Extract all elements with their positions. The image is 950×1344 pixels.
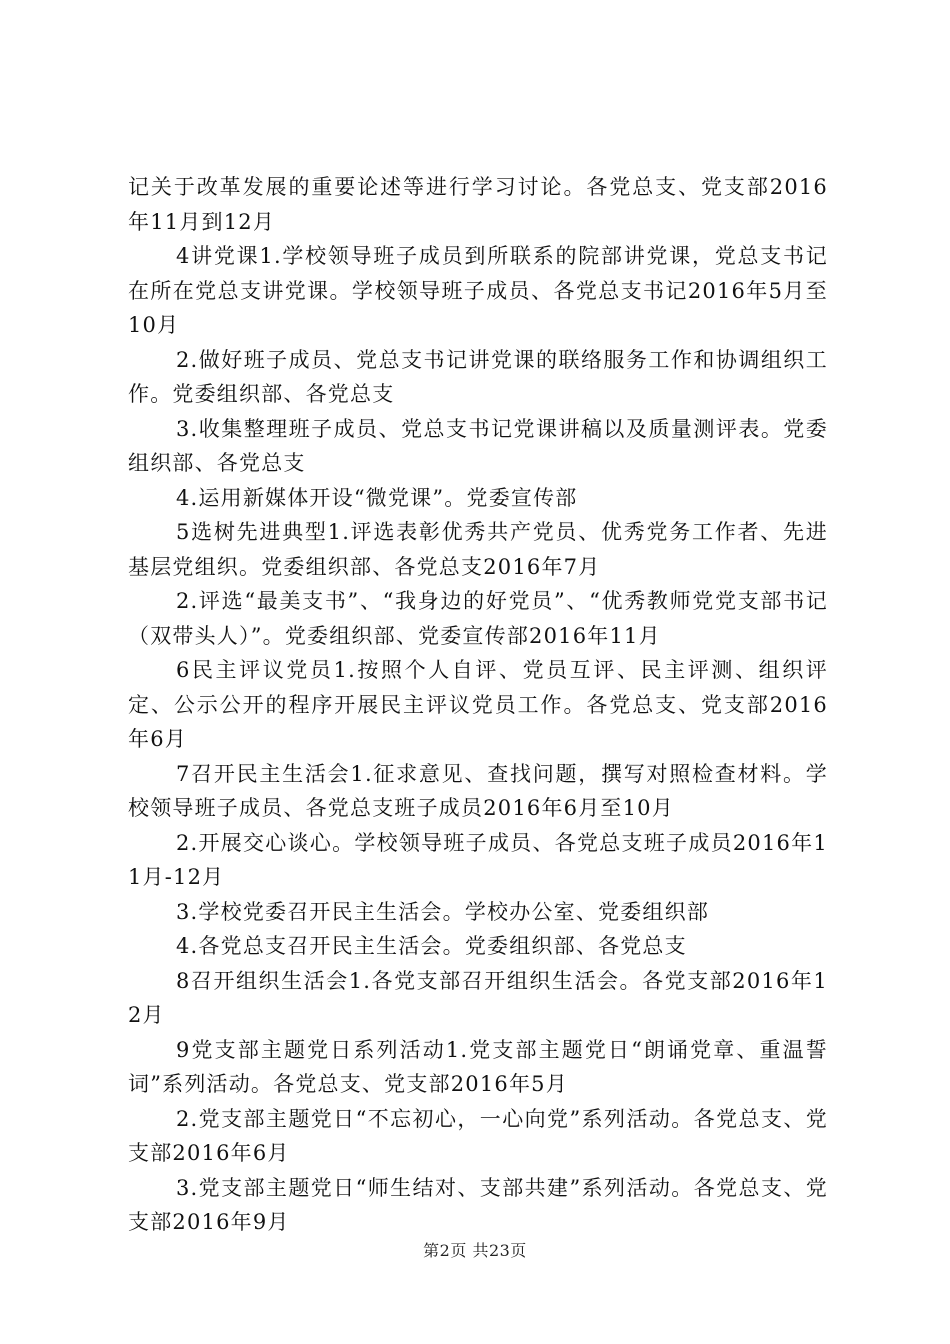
paragraph: 4.各党总支召开民主生活会。党委组织部、各党总支 (176, 934, 687, 958)
document-body (128, 170, 828, 1240)
paragraph: 9党支部主题党日系列活动1.党支部主题党日“朗诵党章、重温誓词”系列活动。各党总支、党支部2016年5月 (128, 1037, 828, 1096)
paragraph: 6民主评议党员1.按照个人自评、党员互评、民主评测、组织评定、公示公开的程序开展民主评议党员工作。各党总支、党支部2016年6月 (128, 658, 828, 751)
paragraph: 7召开民主生活会1.征求意见、查找问题，撰写对照检查材料。学校领导班子成员、各党总支班子成员2016年6月至10月 (128, 761, 828, 820)
paragraph: 3.党支部主题党日“师生结对、支部共建”系列活动。各党总支、党支部2016年9月 (128, 1175, 828, 1234)
paragraph: 2.党支部主题党日“不忘初心，一心向党”系列活动。各党总支、党支部2016年6月 (128, 1106, 828, 1165)
paragraph: 3.学校党委召开民主生活会。学校办公室、党委组织部 (176, 899, 710, 924)
page-number-footer: 第2页 共23页 (423, 1241, 527, 1260)
paragraph: 4讲党课1.学校领导班子成员到所联系的院部讲党课，党总支书记在所在党总支讲党课。学校领导班子成员、各党总支书记2016年5月至10月 (128, 244, 828, 337)
paragraph: 记关于改革发展的重要论述等进行学习讨论。各党总支、党支部2016年11月到12月 (128, 175, 828, 234)
paragraph: 5选树先进典型1.评选表彰优秀共产党员、优秀党务工作者、先进基层党组织。党委组织部、各党总支2016年7月 (128, 520, 828, 579)
paragraph: 3.收集整理班子成员、党总支书记党课讲稿以及质量测评表。党委组织部、各党总支 (128, 416, 828, 475)
paragraph: 4.运用新媒体开设“微党课”。党委宣传部 (176, 485, 578, 510)
paragraph: 2.做好班子成员、党总支书记讲党课的联络服务工作和协调组织工作。党委组织部、各党总支 (128, 347, 828, 406)
paragraph: 8召开组织生活会1.各党支部召开组织生活会。各党支部2016年12月 (128, 968, 828, 1027)
paragraph: 2.评选“最美支书”、“我身边的好党员”、“优秀教师党党支部书记（双带头人）”。党委组织部、党委宣传部2016年11月 (128, 589, 828, 648)
paragraph: 2.开展交心谈心。学校领导班子成员、各党总支班子成员2016年11月-12月 (128, 830, 828, 889)
